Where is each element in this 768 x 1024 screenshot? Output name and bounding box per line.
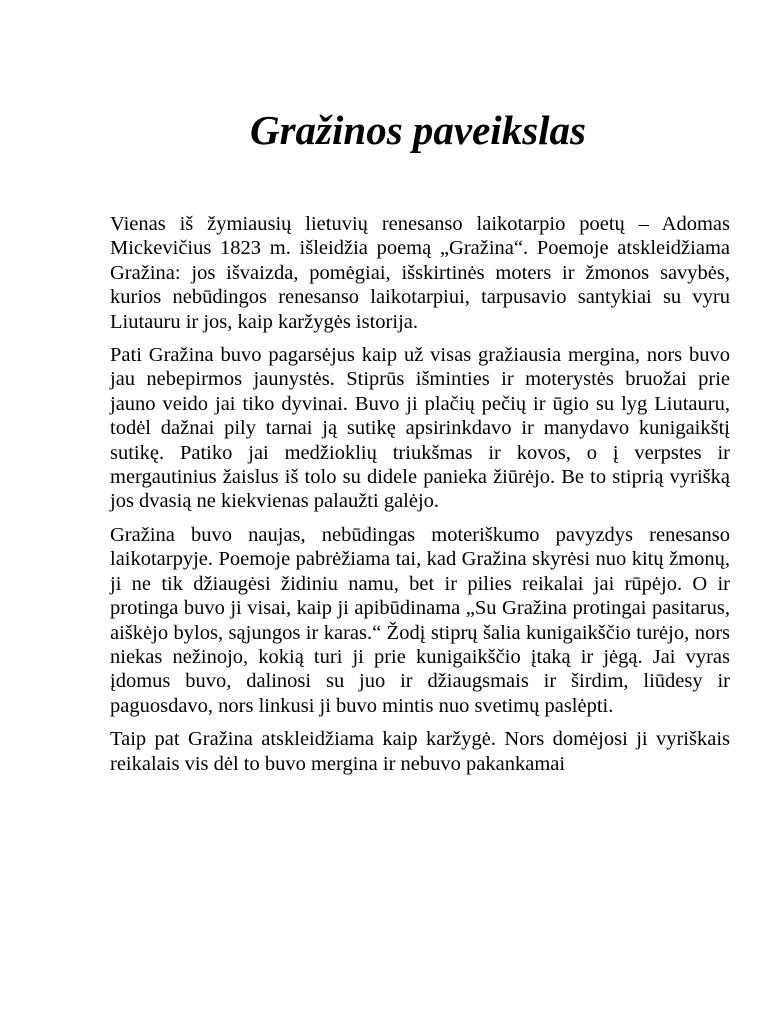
paragraph-1: Vienas iš žymiausių lietuvių renesanso laikotarpio poetų – Adomas Mickevičius 1823 m. išleidžia poemą „Gražina“. Poemoje atskleidžiama Gražina: jos išvaizda, pomėgiai, išskirtinės moters ir žmonos savybės, kurios nebūdingos renesanso laikotarpiui, tarpusavio santykiai su vyru Liutauru ir jos, kaip karžygės istorija.: [110, 213, 730, 333]
paragraph-2: Pati Gražina buvo pagarsėjus kaip už visas gražiausia mergina, nors buvo jau nebepirmos jaunystės. Stiprūs išminties ir moterystės bruožai prie jauno veido jai tiko dyvinai. Buvo ji plačių pečių ir ūgio su lyg Liutauru, todėl dažnai pily tarnai ją sutikę apsirinkdavo ir manydavo kunigaikštį sutikę. Patiko jai medžioklių triukšmas ir kovos, o į verpstes ir mergautinius žaislus iš tolo su didele panieka žiūrėjo. Be to stiprią vyrišką jos dvasią ne kiekvienas palaužti galėjo.: [110, 344, 730, 513]
paragraph-3: Gražina buvo naujas, nebūdingas moteriškumo pavyzdys renesanso laikotarpyje. Poemoje pabrėžiama tai, kad Gražina skyrėsi nuo kitų žmonų, ji ne tik džiaugėsi židiniu namu, bet ir pilies reikalai jai rūpėjo. O ir protinga buvo ji visai, kaip ji apibūdinama „Su Gražina protingai pasitarus, aiškėjo bylos, sąjungos ir karas.“ Žodį stiprų šalia kunigaikščio turėjo, nors niekas nežinojo, kokią turi ji prie kunigaikščio įtaką ir jėgą. Jai vyras įdomus buvo, dalinosi su juo ir džiaugsmais ir širdim, liūdesy ir paguosdavo, nors linkusi ji buvo mintis nuo svetimų paslėpti.: [110, 523, 730, 717]
document-title: Gražinos paveikslas: [249, 107, 586, 153]
document-body: [110, 212, 730, 785]
paragraph-4: Taip pat Gražina atskleidžiama kaip karžygė. Nors domėjosi ji vyriškais reikalais vis dėl to buvo mergina ir nebuvo pakankamai: [110, 728, 730, 775]
